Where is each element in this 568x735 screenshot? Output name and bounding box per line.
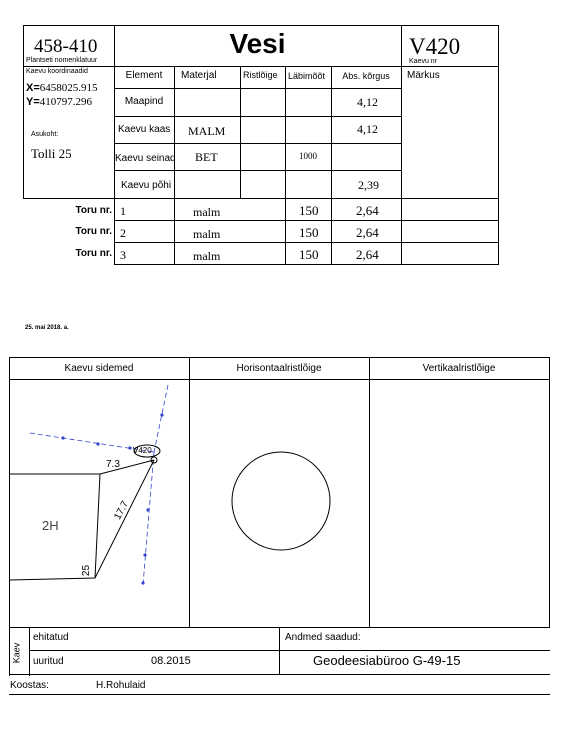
- row-element: Kaevu põhi: [121, 180, 172, 191]
- row-material: BET: [195, 150, 218, 164]
- well-caption: Kaevu nr: [409, 58, 438, 65]
- pipe-material: malm: [193, 205, 221, 219]
- panel-title-horizontal: Horisontaalristlõige: [236, 363, 322, 374]
- pipe-number: 2: [120, 226, 126, 240]
- pipe-diameter: 150: [299, 225, 319, 240]
- site-plan: [10, 380, 189, 627]
- dimension-diagonal: 17.7: [112, 499, 132, 522]
- header-diameter: Läbimõõt: [288, 71, 326, 81]
- coords-caption: Kaevu koordinaadid: [26, 68, 88, 75]
- data-source-value: Geodeesiabüroo G-49-15: [313, 653, 461, 668]
- page-title: Vesi: [229, 28, 286, 59]
- dimension-top: 7.3: [106, 459, 120, 470]
- sheet-caption: Plantseti nomenklatuur: [26, 57, 98, 64]
- built-label: ehitatud: [33, 632, 69, 643]
- dimension-bottom: 25: [81, 564, 93, 577]
- header-element: Element: [125, 70, 163, 81]
- header-material: Materjal: [181, 70, 217, 81]
- pipe-material: malm: [193, 249, 221, 263]
- row-element: Kaevu kaas: [118, 124, 171, 135]
- header-notes: Märkus: [407, 70, 440, 81]
- row-diameter: 1000: [299, 151, 317, 161]
- row-element: Kaevu seinad: [115, 153, 176, 164]
- header-section: Ristlõige: [243, 70, 278, 80]
- well-number: V420: [409, 34, 461, 59]
- row-element: Maapind: [124, 96, 164, 107]
- location-label: Asukoht:: [31, 131, 59, 138]
- pipe-height: 2,64: [356, 203, 379, 218]
- pipe-material: malm: [193, 227, 221, 241]
- header-height: Abs. kõrgus: [342, 71, 390, 81]
- surveyed-label: uuritud: [33, 656, 64, 667]
- building-label: 2H: [42, 518, 59, 533]
- author-value: H.Rohulaid: [96, 680, 146, 691]
- date-note: 25. mai 2018. a.: [25, 325, 69, 331]
- author-label: Koostas:: [10, 680, 49, 691]
- panel-title-links: Kaevu sidemed: [64, 363, 134, 374]
- y-coordinate: Y=410797.296: [26, 96, 93, 108]
- pipe-label: Toru nr.: [75, 205, 112, 216]
- pipe-number: 3: [120, 248, 126, 262]
- surveyed-date: 08.2015: [151, 655, 191, 667]
- sheet-number: 458-410: [34, 36, 98, 57]
- x-coordinate: X=6458025.915: [26, 82, 98, 94]
- pipe-label: Toru nr.: [75, 248, 112, 259]
- row-height: 4,12: [357, 122, 378, 136]
- side-label: Kaev: [11, 642, 22, 664]
- pipe-diameter: 150: [299, 247, 319, 262]
- pipe-height: 2,64: [356, 225, 379, 240]
- horizontal-section-circle: [230, 450, 332, 552]
- well-label: V420: [133, 446, 152, 455]
- pipe-label: Toru nr.: [75, 226, 112, 237]
- panel-title-vertical: Vertikaalristlõige: [422, 363, 496, 374]
- row-height: 4,12: [357, 95, 378, 109]
- location-value: Tolli 25: [31, 146, 72, 161]
- data-source-label: Andmed saadud:: [285, 632, 361, 643]
- row-height: 2,39: [358, 178, 379, 192]
- pipe-number: 1: [120, 204, 126, 218]
- pipe-diameter: 150: [299, 203, 319, 218]
- row-material: MALM: [188, 124, 226, 138]
- pipe-height: 2,64: [356, 247, 379, 262]
